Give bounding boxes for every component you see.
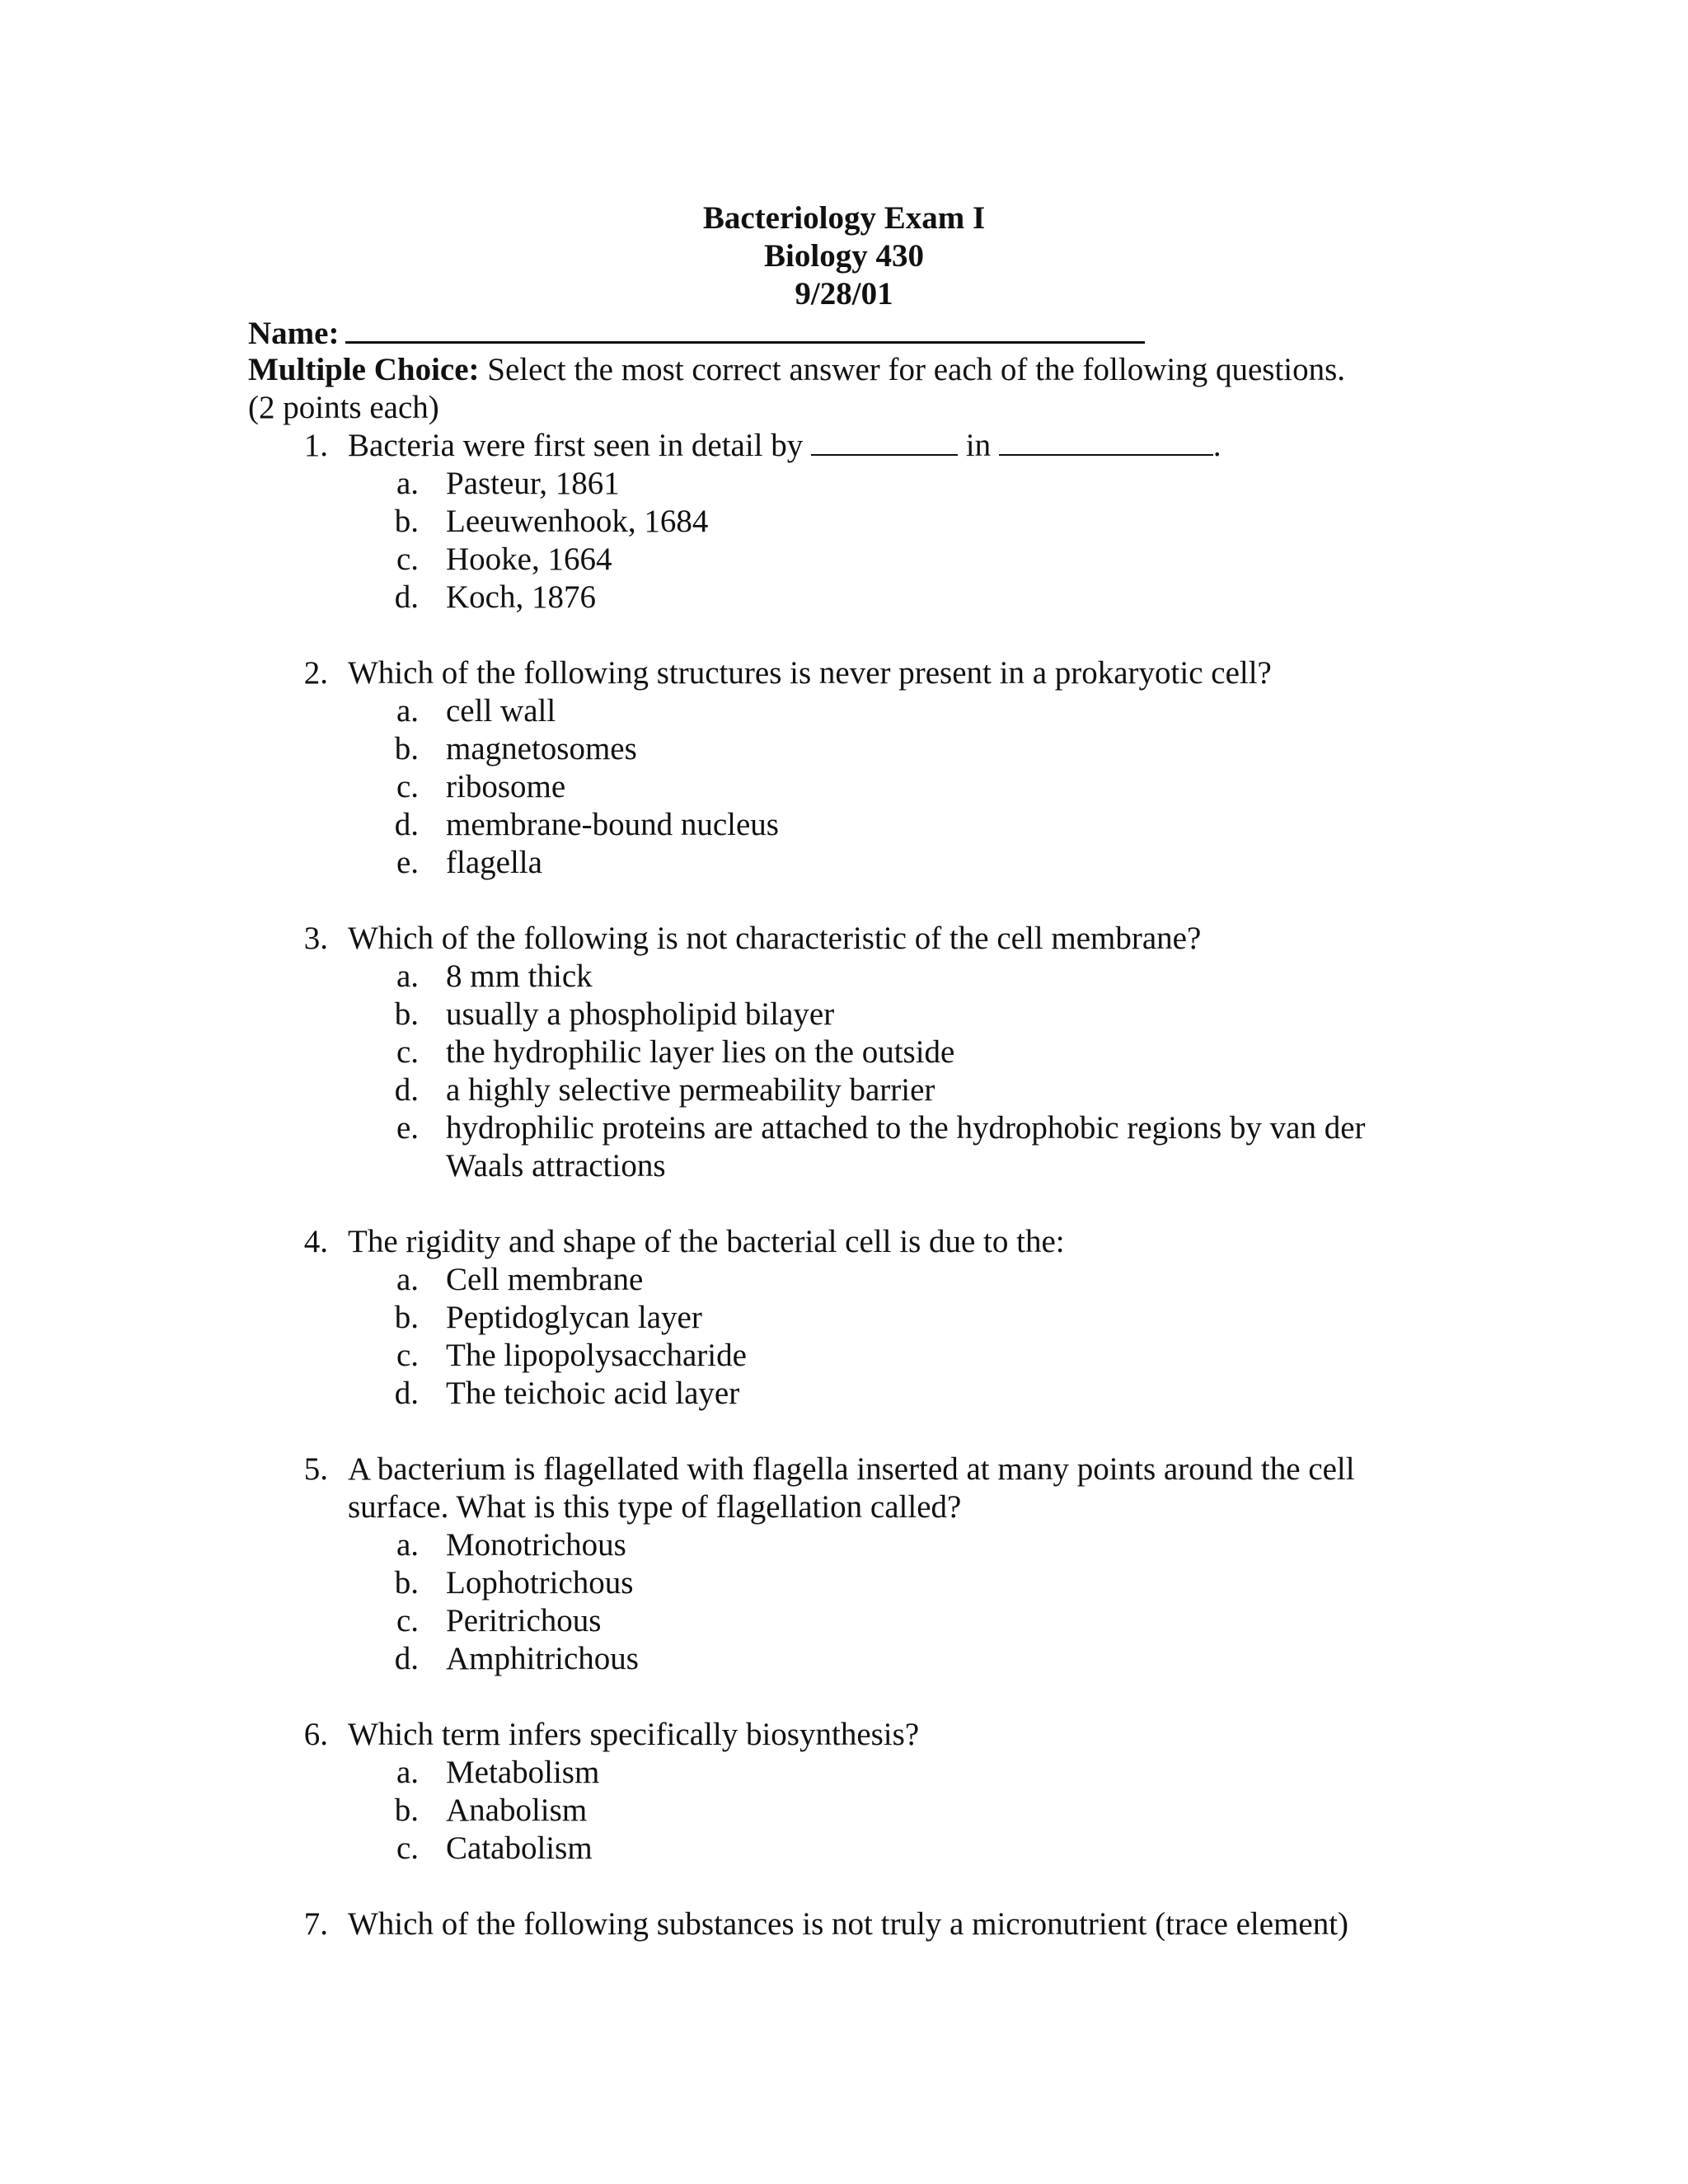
option-letter: c. <box>396 541 419 577</box>
name-label: Name: <box>248 316 340 351</box>
question-1-part-2: in <box>965 428 992 463</box>
question-4-text: The rigidity and shape of the bacterial cell is due to the: <box>348 1224 1065 1259</box>
option-text: Monotrichous <box>446 1527 626 1563</box>
option-letter: b. <box>394 504 419 539</box>
option-text: Koch, 1876 <box>446 579 596 615</box>
question-1-part-3: . <box>1212 428 1221 463</box>
option-letter: b. <box>394 1300 419 1335</box>
option-letter: b. <box>394 996 419 1032</box>
option-letter: c. <box>396 1034 419 1070</box>
option-text: the hydrophilic layer lies on the outside <box>446 1034 955 1070</box>
option-letter: a. <box>396 958 419 994</box>
question-1-part-1: Bacteria were first seen in detail by <box>348 428 804 463</box>
option-text: Hooke, 1664 <box>446 541 612 577</box>
option-text: magnetosomes <box>446 731 637 766</box>
question-2-text: Which of the following structures is never present in a prokaryotic cell? <box>348 655 1272 691</box>
option-text: membrane-bound nucleus <box>446 807 779 842</box>
option-letter: b. <box>394 1793 419 1828</box>
question-5-text-line-1: A bacterium is flagellated with flagella inserted at many points around the cell <box>348 1451 1355 1487</box>
option-text: Pasteur, 1861 <box>446 466 620 501</box>
option-letter: d. <box>394 1072 419 1108</box>
option-letter: a. <box>396 1262 419 1297</box>
option-text: flagella <box>446 845 542 880</box>
option-letter: c. <box>396 1338 419 1373</box>
question-7-text: Which of the following substances is not truly a micronutrient (trace element) <box>348 1906 1349 1942</box>
option-letter: c. <box>396 1603 419 1638</box>
option-letter: d. <box>394 807 419 842</box>
exam-date: 9/28/01 <box>795 276 893 312</box>
option-letter: b. <box>394 1565 419 1601</box>
exam-title: Bacteriology Exam I <box>702 200 986 236</box>
instructions-points: (2 points each) <box>248 390 439 425</box>
option-text: ribosome <box>446 769 566 804</box>
option-text: Peritrichous <box>446 1603 602 1638</box>
option-text: hydrophilic proteins are attached to the hydrophobic regions by van der <box>446 1110 1366 1146</box>
option-letter: e. <box>396 1110 419 1146</box>
option-letter: a. <box>396 466 419 501</box>
option-text: cell wall <box>446 693 556 729</box>
question-4-number: 4. <box>303 1224 328 1259</box>
option-text: The lipopolysaccharide <box>446 1338 747 1373</box>
question-5-number: 5. <box>303 1451 328 1487</box>
question-5-text-line-2: surface. What is this type of flagellation called? <box>348 1489 962 1525</box>
option-text: 8 mm thick <box>446 958 593 994</box>
option-text: Leeuwenhook, 1684 <box>446 504 709 539</box>
option-letter: e. <box>396 845 419 880</box>
option-text: usually a phospholipid bilayer <box>446 996 835 1032</box>
question-1-number: 1. <box>303 428 328 463</box>
option-text: Anabolism <box>446 1793 588 1828</box>
question-1-text <box>348 427 1221 465</box>
option-letter: c. <box>396 1830 419 1866</box>
course-name: Biology 430 <box>764 238 924 274</box>
option-text: Lophotrichous <box>446 1565 634 1601</box>
option-letter: a. <box>396 693 419 729</box>
option-letter: d. <box>394 1641 419 1676</box>
question-3-number: 3. <box>303 921 328 956</box>
option-letter: d. <box>394 1376 419 1411</box>
instructions-text: Select the most correct answer for each of the following questions. <box>479 352 1346 387</box>
option-letter: a. <box>396 1755 419 1790</box>
question-6-text: Which term infers specifically biosynthesis? <box>348 1717 920 1752</box>
question-3-text: Which of the following is not characteristic of the cell membrane? <box>348 921 1202 956</box>
instructions-line <box>248 351 1345 389</box>
option-letter: b. <box>394 731 419 766</box>
option-text-continued: Waals attractions <box>446 1148 666 1183</box>
question-1-blank-1[interactable] <box>811 428 958 456</box>
option-text: The teichoic acid layer <box>446 1376 740 1411</box>
question-2-number: 2. <box>303 655 328 691</box>
option-letter: d. <box>394 579 419 615</box>
option-text: Cell membrane <box>446 1262 644 1297</box>
name-line <box>248 313 1145 353</box>
question-6-number: 6. <box>303 1717 328 1752</box>
option-text: Amphitrichous <box>446 1641 639 1676</box>
question-7-number: 7. <box>303 1906 328 1942</box>
option-text: Catabolism <box>446 1830 593 1866</box>
option-letter: c. <box>396 769 419 804</box>
question-1-blank-2[interactable] <box>999 428 1213 456</box>
option-text: a highly selective permeability barrier <box>446 1072 935 1108</box>
option-text: Metabolism <box>446 1755 600 1790</box>
name-blank[interactable] <box>345 313 1145 344</box>
option-text: Peptidoglycan layer <box>446 1300 702 1335</box>
instructions-label: Multiple Choice: <box>248 352 480 387</box>
option-letter: a. <box>396 1527 419 1563</box>
